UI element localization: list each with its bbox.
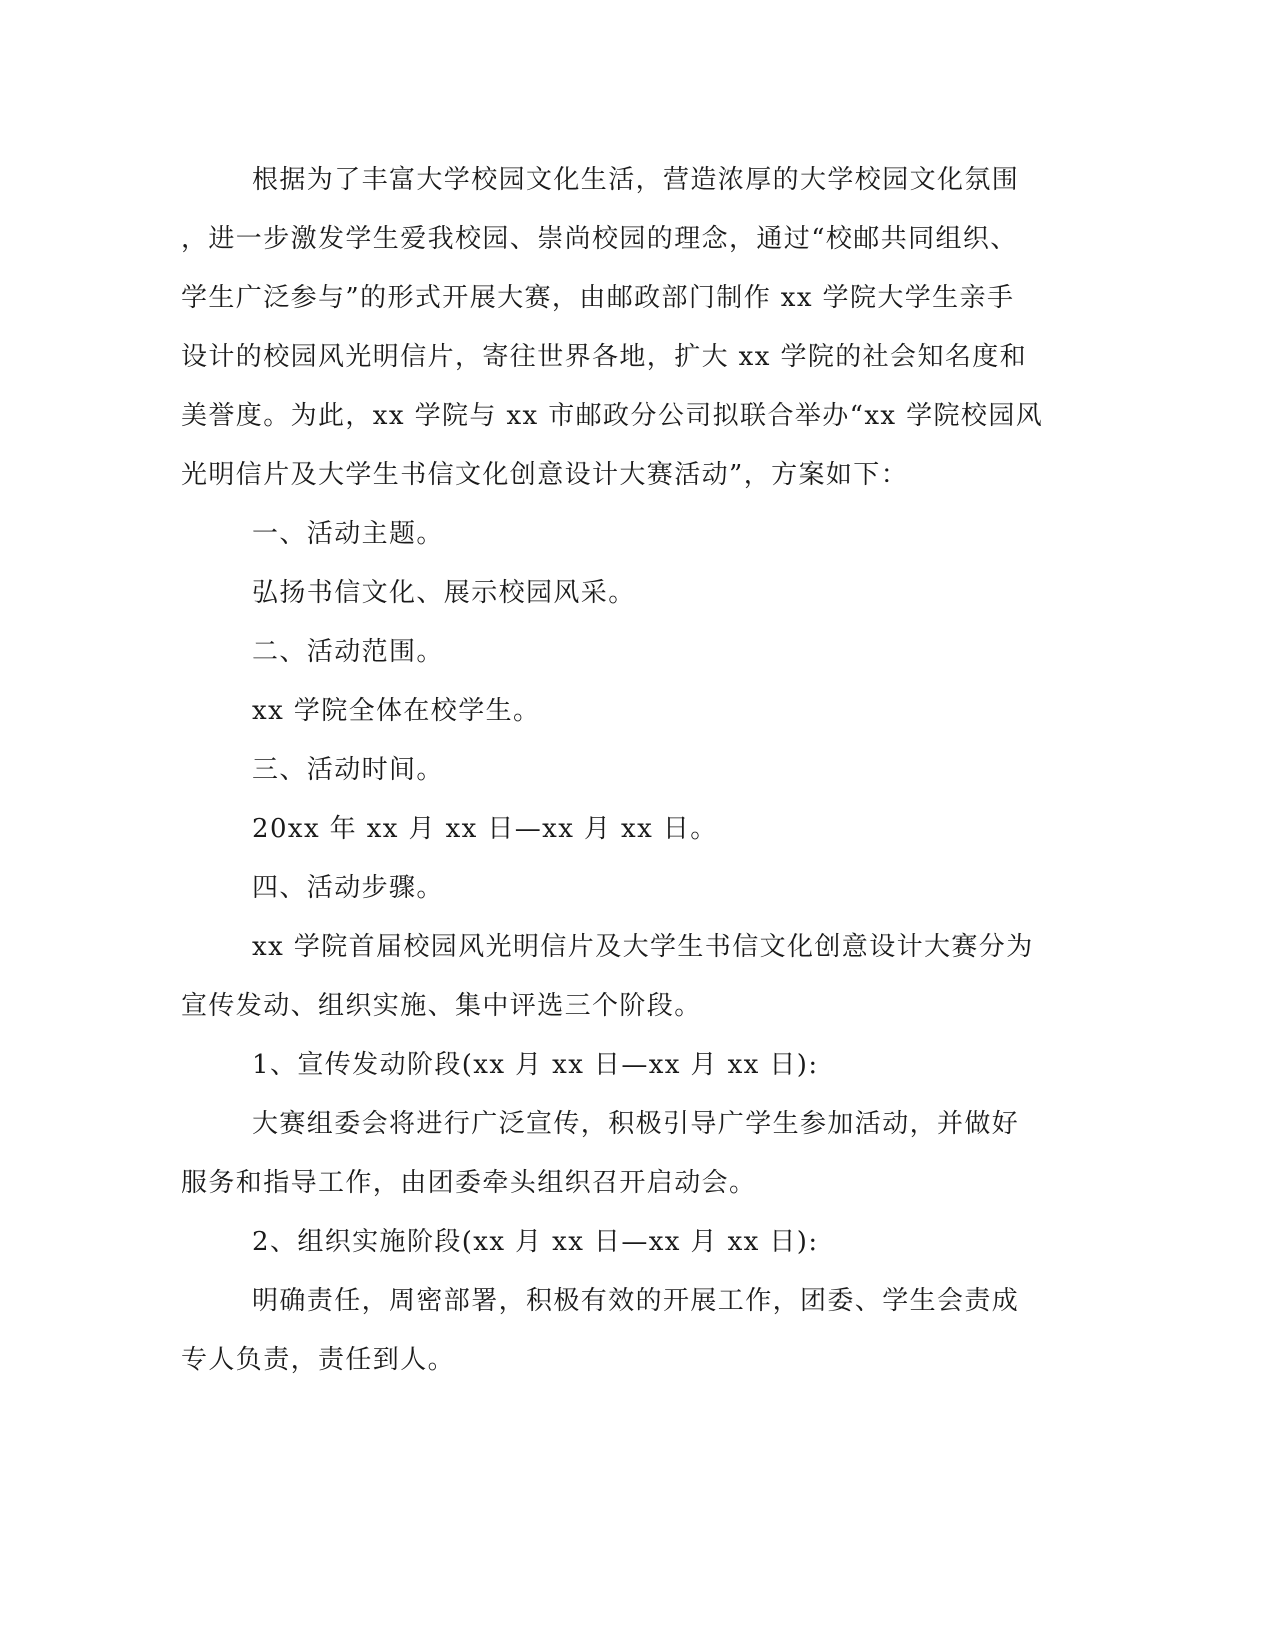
- section-heading-steps: 四、活动步骤。: [252, 873, 444, 903]
- paragraph-stage-1-line-1: 大赛组委会将进行广泛宣传，积极引导广学生参加活动，并做好: [252, 1109, 1020, 1139]
- section-text-time: 20xx 年 xx 月 xx 日—xx 月 xx 日。: [252, 814, 718, 844]
- paragraph-intro-line-1: 根据为了丰富大学校园文化生活，营造浓厚的大学校园文化氛围: [252, 165, 1020, 195]
- stage-1-heading: 1、宣传发动阶段(xx 月 xx 日—xx 月 xx 日):: [252, 1050, 819, 1080]
- section-heading-scope: 二、活动范围。: [252, 637, 444, 667]
- paragraph-stage-2-line-1: 明确责任，周密部署，积极有效的开展工作，团委、学生会责成: [252, 1286, 1020, 1316]
- paragraph-intro-line-4: 设计的校园风光明信片，寄往世界各地，扩大 xx 学院的社会知名度和: [181, 342, 1028, 372]
- paragraph-intro-line-2: ，进一步激发学生爱我校园、崇尚校园的理念，通过“校邮共同组织、: [181, 224, 1018, 254]
- document-body: [181, 151, 1044, 1390]
- paragraph-intro-line-5: 美誉度。为此，xx 学院与 xx 市邮政分公司拟联合举办“xx 学院校园风: [181, 401, 1044, 431]
- paragraph-steps-line-2: 宣传发动、组织实施、集中评选三个阶段。: [181, 991, 702, 1021]
- stage-2-heading: 2、组织实施阶段(xx 月 xx 日—xx 月 xx 日):: [252, 1227, 819, 1257]
- paragraph-intro-line-6: 光明信片及大学生书信文化创意设计大赛活动”，方案如下：: [181, 460, 909, 490]
- paragraph-steps-line-1: xx 学院首届校园风光明信片及大学生书信文化创意设计大赛分为: [252, 932, 1034, 962]
- section-heading-theme: 一、活动主题。: [252, 519, 444, 549]
- paragraph-intro-line-3: 学生广泛参与”的形式开展大赛，由邮政部门制作 xx 学院大学生亲手: [181, 283, 1015, 313]
- paragraph-stage-1-line-2: 服务和指导工作，由团委牵头组织召开启动会。: [181, 1168, 757, 1198]
- section-heading-time: 三、活动时间。: [252, 755, 444, 785]
- paragraph-stage-2-line-2: 专人负责，责任到人。: [181, 1345, 456, 1375]
- section-text-theme: 弘扬书信文化、展示校园风采。: [252, 578, 636, 608]
- section-text-scope: xx 学院全体在校学生。: [252, 696, 541, 726]
